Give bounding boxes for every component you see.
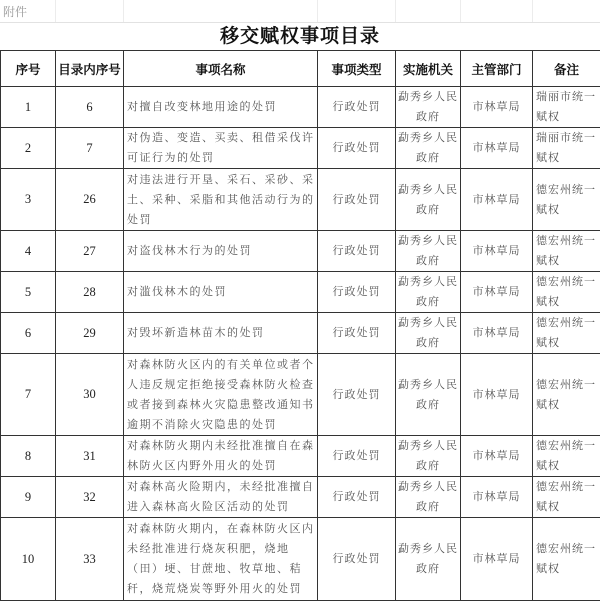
cell-seq[interactable]: 7 [1, 354, 56, 436]
cell-dept[interactable]: 市林草局 [461, 128, 533, 169]
page-title: 移交赋权事项目录 [0, 22, 600, 50]
attachment-label: 附件 [3, 3, 27, 20]
cell-agency[interactable]: 勐秀乡人民政府 [396, 477, 461, 518]
cell-item-type[interactable]: 行政处罚 [318, 128, 396, 169]
cell-dept[interactable]: 市林草局 [461, 518, 533, 601]
cell-note[interactable]: 德宏州统一赋权 [533, 354, 600, 436]
cell-item-type[interactable]: 行政处罚 [318, 169, 396, 231]
table-row [1, 313, 600, 354]
cell-note[interactable]: 德宏州统一赋权 [533, 313, 600, 354]
cell-catalog-no[interactable]: 30 [56, 354, 124, 436]
cell-seq[interactable]: 8 [1, 436, 56, 477]
cell-note[interactable]: 瑞丽市统一赋权 [533, 128, 600, 169]
cell-item-name[interactable]: 对伪造、变造、买卖、租借采伐许可证行为的处罚 [124, 128, 318, 169]
cell-item-type[interactable]: 行政处罚 [318, 272, 396, 313]
cell-dept[interactable]: 市林草局 [461, 272, 533, 313]
cell-dept[interactable]: 市林草局 [461, 436, 533, 477]
cell-item-name[interactable]: 对森林防火区内的有关单位或者个人违反规定拒绝接受森林防火检查或者接到森林火灾隐患整改通知书逾期不消除火灾隐患的处罚 [124, 354, 318, 436]
cell-dept[interactable]: 市林草局 [461, 313, 533, 354]
cell-catalog-no[interactable]: 32 [56, 477, 124, 518]
cell-seq[interactable]: 3 [1, 169, 56, 231]
cell-catalog-no[interactable]: 33 [56, 518, 124, 601]
cell-dept[interactable]: 市林草局 [461, 477, 533, 518]
cell-note[interactable]: 德宏州统一赋权 [533, 518, 600, 601]
column-header-note[interactable]: 备注 [533, 51, 600, 87]
table-row [1, 231, 600, 272]
cell-note[interactable]: 德宏州统一赋权 [533, 477, 600, 518]
cell-item-type[interactable]: 行政处罚 [318, 313, 396, 354]
cell-item-name[interactable]: 对违法进行开垦、采石、采砂、采土、采种、采脂和其他活动行为的处罚 [124, 169, 318, 231]
cell-item-name[interactable]: 对森林防火期内未经批准擅自在森林防火区内野外用火的处罚 [124, 436, 318, 477]
column-header-dept[interactable]: 主管部门 [461, 51, 533, 87]
catalog-table [0, 50, 600, 601]
cell-catalog-no[interactable]: 7 [56, 128, 124, 169]
cell-catalog-no[interactable]: 28 [56, 272, 124, 313]
cell-item-name[interactable]: 对盗伐林木行为的处罚 [124, 231, 318, 272]
cell-item-name[interactable]: 对滥伐林木的处罚 [124, 272, 318, 313]
cell-agency[interactable]: 勐秀乡人民政府 [396, 436, 461, 477]
cell-seq[interactable]: 2 [1, 128, 56, 169]
cell-catalog-no[interactable]: 31 [56, 436, 124, 477]
cell-item-name[interactable]: 对森林防火期内，在森林防火区内未经批准进行烧灰积肥，烧地（田）埂、甘蔗地、牧草地、秸秆，烧荒烧炭等野外用火的处罚 [124, 518, 318, 601]
cell-item-name[interactable]: 对擅自改变林地用途的处罚 [124, 87, 318, 128]
cell-item-type[interactable]: 行政处罚 [318, 477, 396, 518]
table-row [1, 477, 600, 518]
column-header-seq[interactable]: 序号 [1, 51, 56, 87]
cell-note[interactable]: 德宏州统一赋权 [533, 272, 600, 313]
cell-item-type[interactable]: 行政处罚 [318, 518, 396, 601]
cell-dept[interactable]: 市林草局 [461, 354, 533, 436]
table-row [1, 128, 600, 169]
cell-item-type[interactable]: 行政处罚 [318, 87, 396, 128]
cell-agency[interactable]: 勐秀乡人民政府 [396, 87, 461, 128]
column-header-type[interactable]: 事项类型 [318, 51, 396, 87]
cell-catalog-no[interactable]: 26 [56, 169, 124, 231]
grid-cell [0, 0, 533, 22]
cell-catalog-no[interactable]: 27 [56, 231, 124, 272]
cell-item-type[interactable]: 行政处罚 [318, 354, 396, 436]
cell-seq[interactable]: 1 [1, 87, 56, 128]
cell-seq[interactable]: 4 [1, 231, 56, 272]
cell-agency[interactable]: 勐秀乡人民政府 [396, 128, 461, 169]
cell-note[interactable]: 德宏州统一赋权 [533, 169, 600, 231]
table-row [1, 169, 600, 231]
cell-seq[interactable]: 6 [1, 313, 56, 354]
cell-dept[interactable]: 市林草局 [461, 169, 533, 231]
table-row [1, 272, 600, 313]
table-header-row [1, 51, 600, 87]
table-row [1, 518, 600, 601]
column-header-agency[interactable]: 实施机关 [396, 51, 461, 87]
cell-catalog-no[interactable]: 6 [56, 87, 124, 128]
table-row [1, 87, 600, 128]
cell-note[interactable]: 瑞丽市统一赋权 [533, 87, 600, 128]
cell-dept[interactable]: 市林草局 [461, 87, 533, 128]
cell-item-name[interactable]: 对毁坏新造林苗木的处罚 [124, 313, 318, 354]
cell-seq[interactable]: 5 [1, 272, 56, 313]
cell-agency[interactable]: 勐秀乡人民政府 [396, 169, 461, 231]
cell-agency[interactable]: 勐秀乡人民政府 [396, 272, 461, 313]
cell-note[interactable]: 德宏州统一赋权 [533, 231, 600, 272]
cell-agency[interactable]: 勐秀乡人民政府 [396, 231, 461, 272]
column-header-name[interactable]: 事项名称 [124, 51, 318, 87]
cell-catalog-no[interactable]: 29 [56, 313, 124, 354]
cell-agency[interactable]: 勐秀乡人民政府 [396, 313, 461, 354]
cell-item-type[interactable]: 行政处罚 [318, 231, 396, 272]
cell-agency[interactable]: 勐秀乡人民政府 [396, 518, 461, 601]
cell-item-name[interactable]: 对森林高火险期内，未经批准擅自进入森林高火险区活动的处罚 [124, 477, 318, 518]
cell-item-type[interactable]: 行政处罚 [318, 436, 396, 477]
table-row [1, 436, 600, 477]
sheet-top-row [0, 0, 600, 23]
table-row [1, 354, 600, 436]
cell-seq[interactable]: 10 [1, 518, 56, 601]
cell-dept[interactable]: 市林草局 [461, 231, 533, 272]
cell-agency[interactable]: 勐秀乡人民政府 [396, 354, 461, 436]
column-header-catalog-no[interactable]: 目录内序号 [56, 51, 124, 87]
cell-note[interactable]: 德宏州统一赋权 [533, 436, 600, 477]
cell-seq[interactable]: 9 [1, 477, 56, 518]
